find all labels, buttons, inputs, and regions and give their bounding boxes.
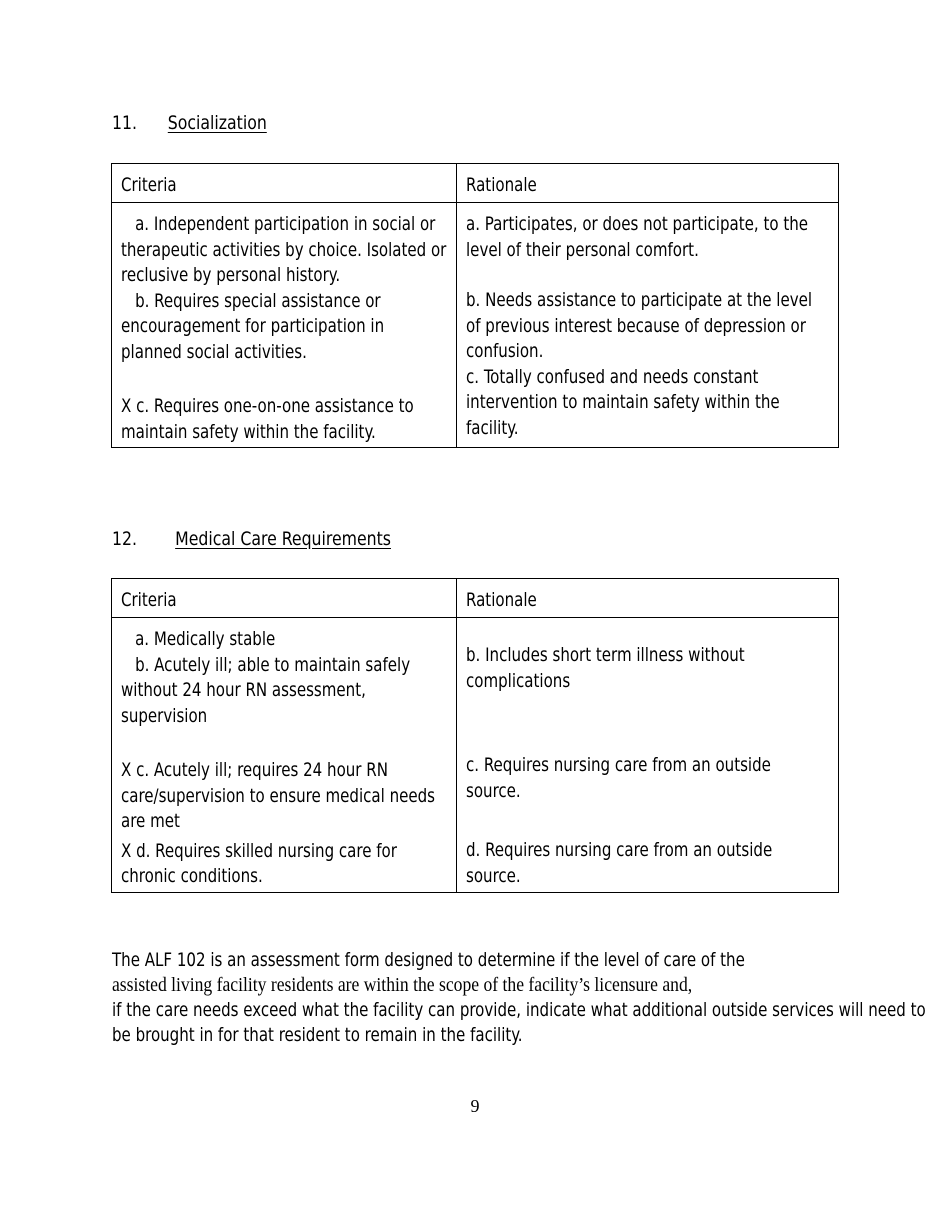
footer-line: if the care needs exceed what the facility can provide, indicate what additional outside services will need to be brought in for that resident to remain in the facility.: [112, 999, 926, 1046]
rationale-header: Rationale: [457, 164, 839, 203]
rationale-item: a. Participates, or does not participate, to the level of their personal comfort.: [466, 213, 809, 261]
footer-paragraph: [112, 948, 942, 1048]
criteria-header: Criteria: [112, 164, 457, 203]
footer-line: assisted living facility residents are within the scope of the facility’s licensure and,: [112, 974, 693, 996]
footer-line: The ALF 102 is an assessment form designed to determine if the level of care of the: [112, 949, 745, 971]
table-header-row: [112, 579, 839, 618]
criteria-cell: [112, 618, 457, 893]
criteria-header: Criteria: [112, 579, 457, 618]
section-title: Socialization: [167, 112, 267, 134]
rationale-item: b. Needs assistance to participate at the level of previous interest because of depression or confusion.: [466, 289, 813, 362]
criteria-cell: [112, 203, 457, 448]
criteria-item: X d. Requires skilled nursing care for chronic conditions.: [121, 839, 397, 887]
rationale-item: c. Totally confused and needs constant intervention to maintain safety within the facility.: [466, 365, 780, 439]
criteria-item: X c. Acutely ill; requires 24 hour RN care/supervision to ensure medical needs are met: [121, 759, 436, 832]
rationale-cell: [457, 203, 839, 448]
socialization-table: [111, 163, 839, 448]
section-number: 11.: [112, 112, 138, 134]
section-12-heading: [112, 528, 391, 550]
rationale-item: d. Requires nursing care from an outside source.: [466, 839, 773, 887]
criteria-item: X c. Requires one-on-one assistance to maintain safety within the facility.: [121, 395, 414, 443]
criteria-item: b. Requires special assistance or encouragement for participation in planned social activities.: [121, 289, 385, 363]
section-11-heading: [112, 112, 267, 134]
table-row: [112, 203, 839, 448]
table-header-row: [112, 164, 839, 203]
rationale-cell: [457, 618, 839, 893]
medical-care-table: [111, 578, 839, 893]
page-number: 9: [470, 1096, 480, 1116]
section-title: Medical Care Requirements: [175, 528, 391, 550]
rationale-item: c. Requires nursing care from an outside source.: [466, 754, 771, 802]
criteria-item: a. Independent participation in social or therapeutic activities by choice. Isolated or reclusive by personal history.: [121, 213, 447, 286]
section-number: 12.: [112, 528, 138, 550]
rationale-item: b. Includes short term illness without complications: [466, 644, 745, 692]
criteria-item: b. Acutely ill; able to maintain safely without 24 hour RN assessment, supervision: [121, 653, 411, 727]
rationale-header: Rationale: [457, 579, 839, 618]
table-row: [112, 618, 839, 893]
criteria-item: a. Medically stable: [135, 628, 276, 650]
